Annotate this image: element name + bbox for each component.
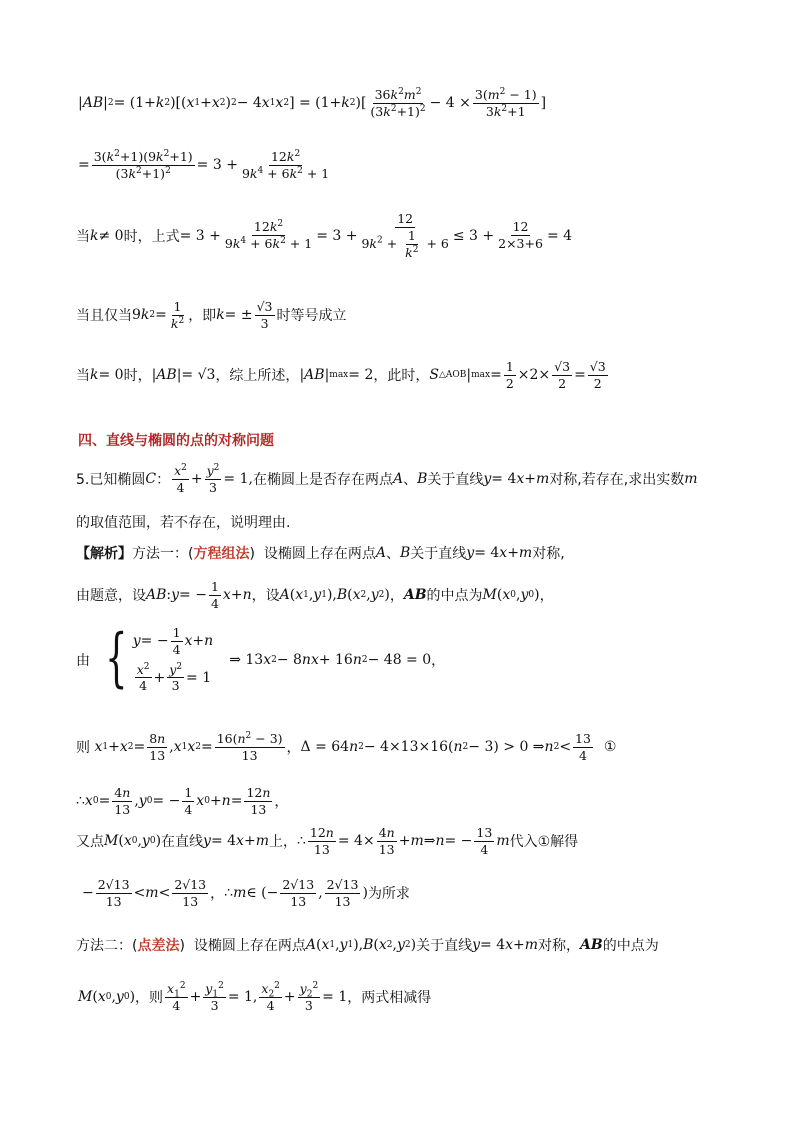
section-title: 四、直线与椭圆的点的对称问题: [78, 433, 274, 449]
equation-vieta: 则 x 1 + x 2 = $\frac{8n}{13}$ , x 1 x 2 = $\frac{16(n^2 - 3)}{13}$ ， Δ = 64 n 2 − 4×13×16( n 2 − 3) > 0 ⇒ n 2 < $\frac{13}{4}$ ①: [76, 730, 617, 763]
equation-midpoint: ∴ x 0 = $\frac{4n}{13}$ , y 0 = − $\frac{1}{4}$ x 0 + n = $\frac{12n}{13}$ ，: [76, 785, 289, 817]
equation-system: 由 { y = − $\frac{1}{4}$ x + n $\frac{x^2}{4}$ + $\frac{y^2}{3}$ = 1 ⇒ 13 x 2 − 8 nx + 16 n 2 − 48 = 0 ，: [76, 621, 446, 695]
equation-inequality: 当 k ≠ 0 时，上式 = 3 + $\frac{12k^2}{9k^4 + 6k^2 + 1}$ = 3 + 12 $9k^2$ + $\frac{1}{k^2}$ + 6 ≤ 3 + $\frac{12}{2\times 3+6}$ = 4: [76, 211, 573, 260]
problem-statement-cont: 的取值范围，若不存在，说明理由.: [76, 515, 291, 531]
equation-ab-squared: | AB | 2 = (1+ k 2 )[( x 1 + x 2 ) 2 − 4 x 1 x 2 ] = (1+ k 2 )[ $\frac{36k^2m^2}{(3k^2+1)^2}$ − 4 × $\frac{3(m^2 - 1)}{3k^2+1}$ ]: [78, 86, 547, 119]
method-two-intro: 方法二：( 点差法 ) 设椭圆上存在两点 A ( x 1 , y 1 ), B ( x 2 , y 2 ) 关于直线 y = 4 x + m 对称， AB 的中点为: [76, 937, 659, 954]
equation-range: − $\frac{2√13}{13}$ < m < $\frac{2√13}{13}$ ， ∴ m ∈ (− $\frac{2√13}{13}$ , $\frac{2√13}{13}$ ) 为所求: [82, 877, 410, 909]
method-one-setup: 由题意，设 AB : y = − $\frac{1}{4}$ x + n ，设 A ( x 1 , y 1 ), B ( x 2 , y 2 ) ， AB 的中点为 M ( x 0 , y 0 ) ，: [76, 579, 554, 611]
equation-substitute: 又点 M ( x 0 , y 0 ) 在直线 y = 4 x + m 上， ∴ $\frac{12n}{13}$ = 4× $\frac{4n}{13}$ + m ⇒ n = − $\frac{13}{4}$ m 代入①解得: [76, 825, 579, 857]
equation-conclusion: 当 k = 0 时， | AB |= √3 ，综上所述， | AB | max = 2 ，此时， S △AOB | max = $\frac{1}{2}$ ×2× $\frac{√3}{2}$ = $\frac{√3}{2}$: [76, 359, 606, 391]
equation-simplified: = $\frac{3(k^2+1)(9k^2+1)}{(3k^2+1)^2}$ = 3 + $\frac{12k^2}{9k^4 + 6k^2 + 1}$: [78, 148, 330, 181]
equation-equality-condition: 当且仅当 9 k 2 = $\frac{1}{k^2}$ ，即 k = ± $\frac{√3}{3}$ 时等号成立: [76, 299, 347, 331]
method-one-intro: 【解析】 方法一：( 方程组法 ) 设椭圆上存在两点 A 、 B 关于直线 y = 4 x + m 对称,: [76, 545, 565, 562]
problem-statement: 5.已知椭圆 C ： $\frac{x^2}{4}$ + $\frac{y^2}{3}$ = 1, 在椭圆上是否存在两点 A 、 B 关于直线 y = 4 x + m 对称,若存在,求出实数 m: [76, 462, 698, 495]
method-two-equations: M ( x 0 , y 0 ) ，则 $\frac{x_1^2}{4}$ + $\frac{y_1^2}{3}$ = 1, $\frac{x_2^2}{4}$ + $\frac{y_2^2}{3}$ = 1 ，两式相减得: [78, 980, 432, 1013]
